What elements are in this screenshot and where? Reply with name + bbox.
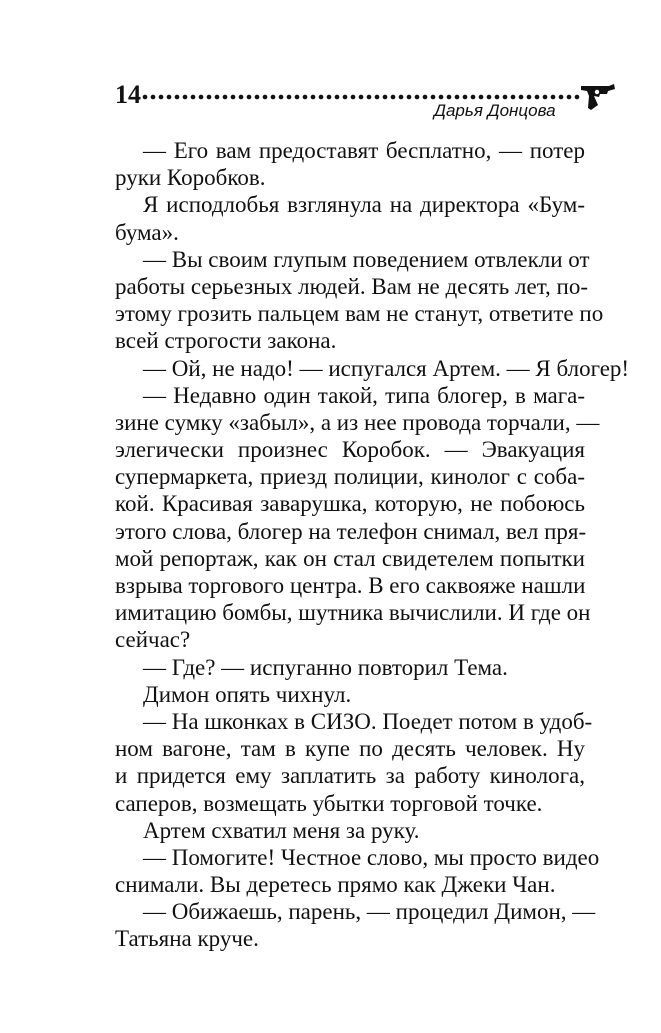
text-line: снимали. Вы деретесь прямо как Джеки Чан. bbox=[115, 872, 556, 898]
text-line: Димон опять чихнул. bbox=[143, 681, 352, 707]
text-line: — Помогите! Честное слово, мы просто видео bbox=[143, 844, 600, 870]
text-line: — Вы своим глупым поведением отвлекли от bbox=[143, 246, 590, 272]
text-line: мой репортаж, как он стал свидетелем попытки bbox=[115, 545, 585, 571]
text-line: взрыва торгового центра. В его саквояже нашли bbox=[115, 573, 586, 598]
text-line: Я исподлобья взглянула на директора «Бум- bbox=[143, 192, 585, 218]
text-line: этого слова, блогер на телефон снимал, вел пря- bbox=[115, 518, 587, 544]
text-line: — Где? — испуганно повторил Тема. bbox=[143, 654, 508, 680]
revolver-icon bbox=[580, 83, 616, 111]
text-line: супермаркета, приезд полиции, кинолог с соба- bbox=[115, 464, 585, 490]
text-line: — Недавно один такой, типа блогер, в мага- bbox=[143, 382, 585, 408]
text-line: руки Коробков. bbox=[115, 165, 266, 191]
text-line: элегически произнес Коробок. — Эвакуация bbox=[115, 437, 585, 463]
text-line: зине сумку «забыл», а из нее провода торчали, — bbox=[115, 409, 600, 435]
text-line: Татьяна круче. bbox=[115, 926, 259, 952]
text-line: — Обижаешь, парень, — процедил Димон, — bbox=[143, 899, 596, 925]
text-line: Артем схватил меня за руку. bbox=[143, 817, 420, 843]
text-line: — Его вам предоставят бесплатно, — потер bbox=[143, 138, 585, 163]
text-line: саперов, возмещать убытки торговой точке. bbox=[115, 790, 543, 816]
text-line: бума». bbox=[115, 219, 179, 245]
body-text bbox=[115, 137, 630, 953]
text-line: кой. Красивая заварушка, которую, не побоюсь bbox=[115, 491, 585, 517]
text-line: сейчас? bbox=[115, 627, 191, 653]
page-header bbox=[0, 0, 661, 130]
dotted-rule bbox=[141, 94, 581, 100]
running-head-author: Дарья Донцова bbox=[434, 101, 556, 120]
page-number: 14 bbox=[115, 80, 141, 109]
text-line: всей строгости закона. bbox=[115, 328, 337, 354]
text-line: ном вагоне, там в купе по десять человек. Ну bbox=[115, 736, 585, 762]
text-line: и придется ему заплатить за работу кинолога, bbox=[115, 763, 585, 789]
text-line: — Ой, не надо! — испугался Артем. — Я блогер! bbox=[143, 355, 630, 381]
text-line: — На шконках в СИЗО. Поедет потом в удоб- bbox=[143, 708, 593, 734]
text-line: этому грозить пальцем вам не станут, ответите по bbox=[115, 301, 604, 327]
text-line: имитацию бомбы, шутника вычислили. И где он bbox=[115, 600, 591, 626]
text-line: работы серьезных людей. Вам не десять лет, по- bbox=[115, 273, 589, 299]
